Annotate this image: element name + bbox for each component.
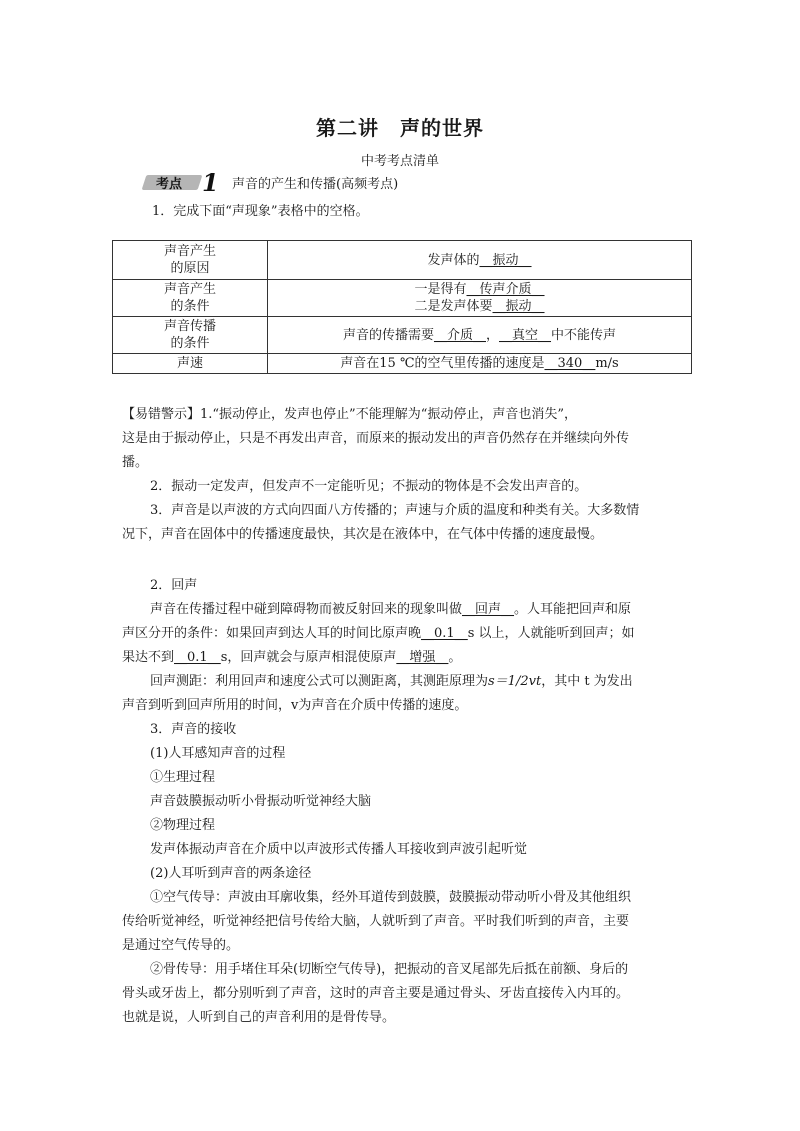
warning-line-5: 3．声音是以声波的方式向四面八方传播的；声速与介质的温度和种类有关。大多数情 [150, 503, 640, 518]
text: ，其中 t 为发出 [541, 674, 633, 689]
text: 声区分开的条件：如果回声到达人耳的时间比原声晚 [122, 626, 422, 641]
table-row [113, 280, 692, 317]
echo-line-5: 声音到听到回声所用的时间，v为声音在介质中传播的速度。 [122, 698, 468, 713]
table-cell-value [268, 354, 692, 374]
page-title: 第二讲 声的世界 [316, 116, 484, 140]
kaodian-header [144, 168, 399, 197]
fill-blank: __介质__ [433, 327, 486, 343]
bone-conduction-line-2: 骨头或牙齿上，都分别听到了声音，这时的声音主要是通过骨头、牙齿直接传入内耳的。 [122, 986, 630, 1001]
cell-text: 二是发声体要 [414, 299, 493, 314]
echo-line-2 [122, 622, 635, 641]
sound-phenomena-table [112, 240, 692, 374]
bone-conduction-line-1: ②骨传导：用手堵住耳朵(切断空气传导)，把振动的音叉尾部先后抵在前额、身后的 [150, 962, 629, 977]
table-cell-label [113, 241, 268, 280]
receive-sub-1: (1)人耳感知声音的过程 [150, 746, 286, 761]
fill-blank: __传声介质__ [466, 282, 545, 297]
table-row [113, 241, 692, 280]
label-line: 声音传播 [163, 319, 216, 334]
fill-blank: __振动__ [492, 299, 545, 314]
cell-text: 一是得有 [414, 282, 467, 297]
table-cell-label [113, 280, 268, 317]
text: s 以上，人就能听到回声；如 [467, 626, 635, 641]
text: 。人耳能把回声和原 [514, 602, 632, 617]
echo-line-3 [122, 646, 461, 665]
cell-text: ， [485, 327, 499, 343]
label-line: 的条件 [170, 336, 210, 351]
table-row [113, 354, 692, 374]
text: 声音在传播过程中碰到障碍物而被反射回来的现象叫做 [150, 602, 463, 617]
table-cell-label [113, 317, 268, 354]
echo-line-4 [150, 670, 633, 689]
air-conduction-line-2: 传给听觉神经，听觉神经把信号传给大脑，人就听到了声音。平时我们听到的声音，主要 [122, 914, 630, 929]
warning-line-3: 播。 [122, 455, 149, 470]
table-cell-value [268, 241, 692, 280]
fill-blank: __增强__ [396, 650, 449, 665]
echo-heading: 2．回声 [150, 578, 198, 593]
text: s，回声就会与原声相混使原声 [220, 650, 397, 665]
receive-sub-1b: ②物理过程 [150, 818, 216, 833]
warning-line-2: 这是由于振动停止，只是不再发出声音，而原来的振动发出的声音仍然存在并继续向外传 [122, 431, 630, 446]
cell-text: 声音的传播需要 [342, 327, 434, 343]
warning-line-4: 2．振动一定发声，但发声不一定能听见；不振动的物体是不会发出声音的。 [150, 479, 588, 494]
air-conduction-line-1: ①空气传导：声波由耳廓收集，经外耳道传到鼓膜，鼓膜振动带动听小骨及其他组织 [150, 890, 632, 905]
warning-line-1: 【易错警示】1.“振动停止，发声也停止”不能理解为“振动停止，声音也消失”， [122, 407, 577, 422]
fill-blank: __回声__ [462, 602, 515, 617]
fill-blank: __振动__ [479, 252, 532, 268]
receive-sub-1a: ①生理过程 [150, 770, 216, 785]
receive-sub-1a-text: 声音鼓膜振动听小骨振动听觉神经大脑 [150, 794, 372, 809]
table-row [113, 317, 692, 354]
kaodian-title: 声音的产生和传播(高频考点) [232, 176, 399, 192]
table-cell-value [268, 280, 692, 317]
kaodian-badge-number: 1 [202, 168, 219, 197]
warning-line-6: 况下，声音在固体中的传播速度最快，其次是在液体中，在气体中传播的速度最慢。 [122, 527, 604, 542]
cell-text: 声音在15 ℃的空气里传播的速度是 [340, 356, 545, 371]
receive-sub-2: (2)人耳听到声音的两条途径 [150, 866, 312, 881]
fill-blank: __0.1__ [421, 626, 468, 641]
cell-text: 发声体的 [427, 252, 480, 268]
label-line: 的条件 [170, 299, 210, 314]
receive-heading: 3．声音的接收 [150, 722, 237, 737]
label-line: 声音产生 [163, 282, 216, 297]
text: 回声测距：利用回声和速度公式可以测距离，其测距原理为 [150, 674, 489, 689]
label-line: 声音产生 [163, 244, 216, 259]
air-conduction-line-3: 是通过空气传导的。 [122, 938, 240, 953]
cell-text: 中不能传声 [551, 327, 617, 343]
text: 。 [448, 650, 462, 665]
echo-line-1 [150, 598, 631, 617]
text: 果达不到 [122, 650, 175, 665]
cell-text: m/s [595, 356, 619, 371]
fill-blank: __真空__ [499, 327, 552, 343]
page-subtitle: 中考考点清单 [360, 154, 439, 169]
question-1: 1．完成下面“声现象”表格中的空格。 [152, 204, 369, 219]
table-cell-value [268, 317, 692, 354]
formula: s＝1/2vt [488, 674, 542, 689]
kaodian-badge-label: 考点 [156, 177, 183, 192]
fill-blank: __0.1__ [174, 650, 221, 665]
label-line: 的原因 [170, 261, 210, 276]
fill-blank: __340__ [544, 356, 596, 371]
receive-sub-1b-text: 发声体振动声音在介质中以声波形式传播人耳接收到声波引起听觉 [150, 842, 528, 857]
bone-conduction-line-3: 也就是说，人听到自己的声音利用的是骨传导。 [122, 1010, 396, 1025]
table-cell-label: 声速 [113, 354, 268, 374]
kaodian-badge [144, 168, 224, 197]
